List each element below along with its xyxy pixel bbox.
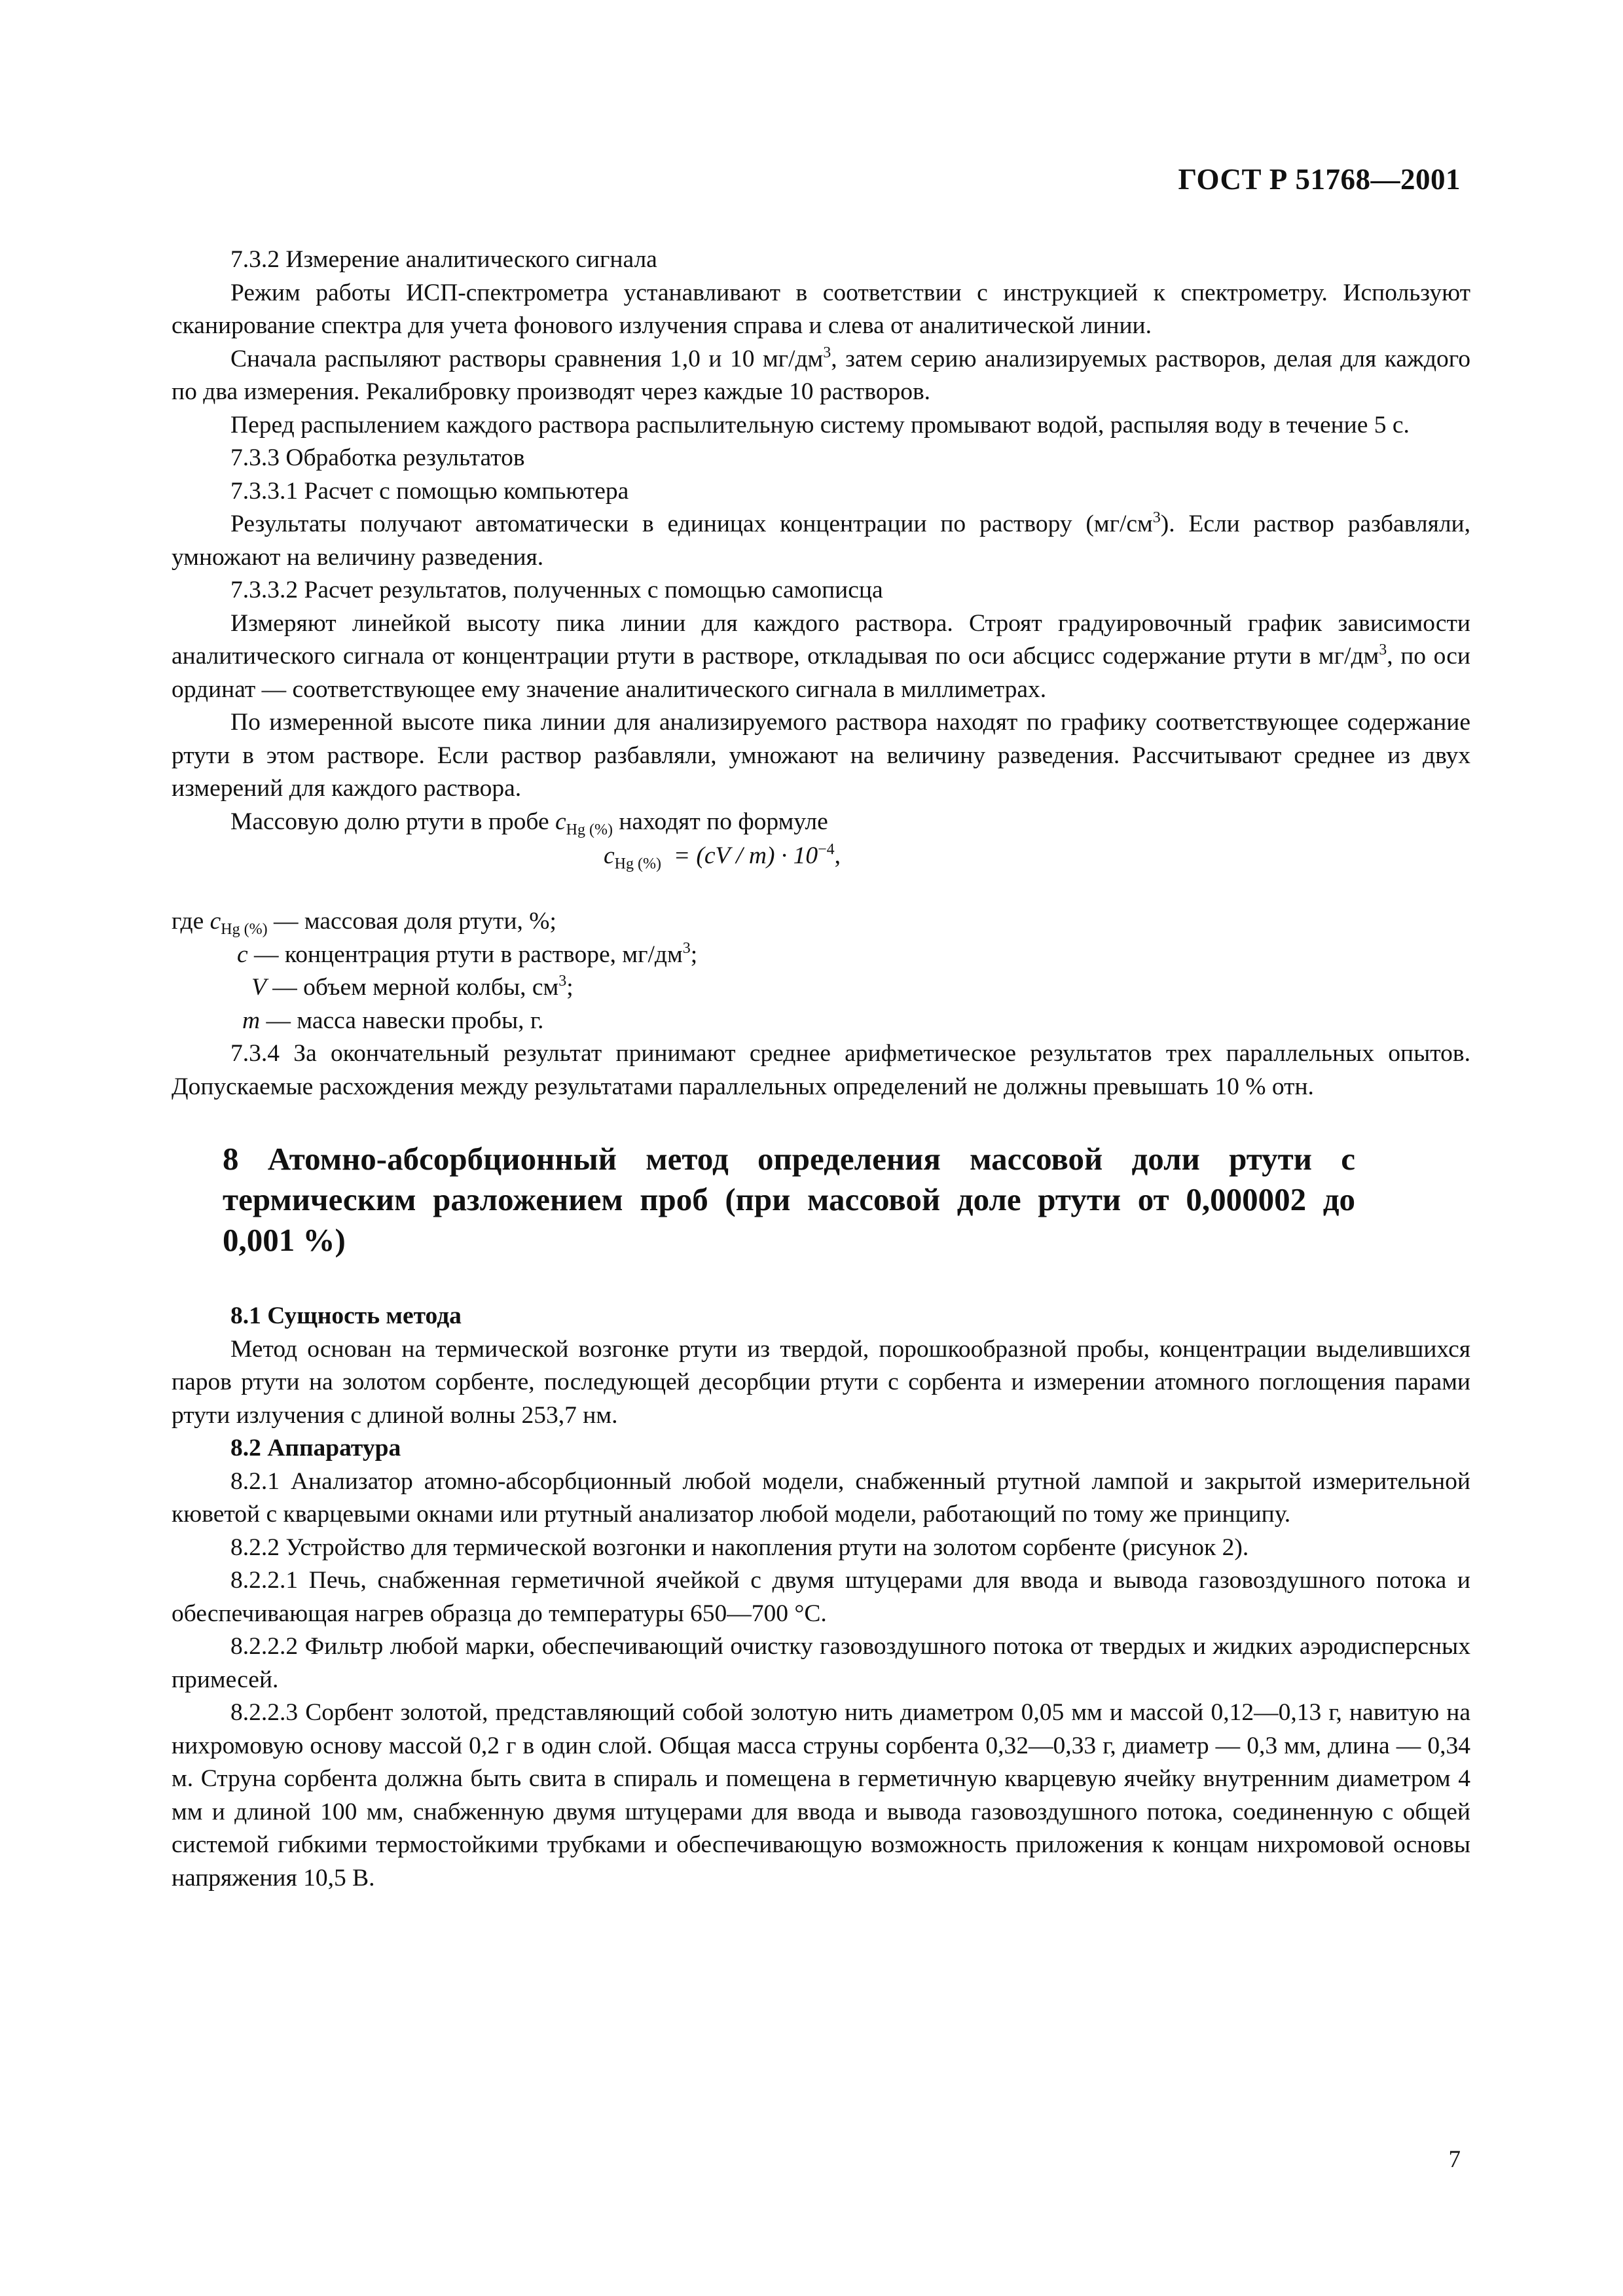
paragraph-auto-results: Результаты получают автоматически в единицах концентрации по раствору $(мг/см^3)$. Если раствор разбавляли, умножают на величину разведения.: [172, 509, 1470, 571]
paragraph-8-1: Метод основан на термической возгонке ртути из твердой, порошкообразной пробы, концентрации выделившихся паров ртути на золотом сорбенте, последующей десорбции ртути с сорбента и измерении атомного поглощения парами ртути излучения с длиной волны 253,7 нм.: [172, 1335, 1470, 1429]
heading-8-2: 8.2 Аппаратура: [230, 1435, 401, 1462]
paragraph-peak-height: По измеренной высоте пика линии для анализируемого раствора находят по графику соответствующее содержание ртути в этом растворе. Если раствор разбавляли, умножают на величину разведения. Рассчитывают среднее из двух измерений для каждого раствора.: [172, 709, 1470, 802]
paragraph-8-2-2-2: 8.2.2.2 Фильтр любой марки, обеспечивающий очистку газовоздушного потока от твердых и жидких аэродисперсных примесей.: [172, 1633, 1470, 1693]
paragraph-7-3-2-heading: 7.3.2 Измерение аналитического сигнала: [230, 246, 657, 273]
paragraph-7-3-3-heading: 7.3.3 Обработка результатов: [230, 444, 525, 471]
formula-legend: [172, 905, 1470, 1037]
document-header: ГОСТ Р 51768—2001: [1178, 163, 1461, 196]
legend-m: m — масса навески пробы, г.: [242, 1007, 544, 1034]
legend-v: V — объем мерной колбы, $см^3$;: [251, 973, 574, 1001]
formula-mass-fraction: $c_{Hg (\%)} = (cV / m) \cdot 10^{-4}$,: [604, 841, 841, 872]
document-body: [172, 243, 1470, 1895]
paragraph-spray-calibration: Сначала распыляют растворы сравнения 1,0 и 10 $мг/дм^3$, затем серию анализируемых растворов, делая для каждого по два измерения. Рекалибровку производят через каждые 10 растворов.: [172, 344, 1470, 405]
heading-8-1: 8.1 Сущность метода: [230, 1302, 462, 1329]
legend-c: c — концентрация ртути в растворе, $мг/дм^3$;: [237, 939, 698, 968]
paragraph-8-2-2-3: 8.2.2.3 Сорбент золотой, представляющий собой золотую нить диаметром 0,05 мм и массой 0,12—0,13 г, навитую на нихромовую основу массой 0,2 г в один слой. Общая масса струны сорбента 0,32—0,33 г, диаметр — 0,3 мм, длина — 0,34 м. Струна сорбента должна быть свита в спираль и помещена в герметичную кварцевую ячейку внутренним диаметром 4 мм и длиной 100 мм, снабженную двумя штуцерами для ввода и вывода газовоздушного потока, соединенную с общей системой гибкими термостойкими трубками и обеспечивающую возможность приложения к концам нихромовой основы напряжения 10,5 В.: [172, 1699, 1470, 1892]
paragraph-icp-mode: Режим работы ИСП-спектрометра устанавливают в соответствии с инструкцией к спектрометру. Используют сканирование спектра для учета фонового излучения справа и слева от аналитической линии.: [172, 279, 1470, 339]
paragraph-calibration-graph: Измеряют линейкой высоту пика линии для каждого раствора. Строят градуировочный график зависимости аналитического сигнала от концентрации ртути в растворе, откладывая по оси абсцисс содержание ртути в $мг/дм^3$, по оси ординат — соответствующее ему значение аналитического сигнала в миллиметрах.: [172, 609, 1471, 703]
paragraph-mass-fraction-intro: Массовую долю ртути в пробе $c_{Hg (\%)}$ находят по формуле: [230, 808, 828, 838]
section-8-title: 8 Атомно-абсорбционный метод определения массовой доли ртути с термическим разложением проб (при массовой доле ртути от 0,000002 до 0,001 %): [223, 1141, 1355, 1258]
legend-c-hg: где $c_{Hg (\%)}$ — массовая доля ртути, %;: [172, 908, 556, 938]
paragraph-8-2-2-1: 8.2.2.1 Печь, снабженная герметичной ячейкой с двумя штуцерами для ввода и вывода газовоздушного потока и обеспечивающая нагрев образца до температуры 650—700 °С.: [172, 1567, 1470, 1627]
paragraph-8-2-2: 8.2.2 Устройство для термической возгонки и накопления ртути на золотом сорбенте (рисунок 2).: [230, 1534, 1249, 1561]
paragraph-8-2-1: 8.2.1 Анализатор атомно-абсорбционный любой модели, снабженный ртутной лампой и закрытой измерительной кюветой с кварцевыми окнами или ртутный анализатор любой модели, работающий по тому же принципу.: [172, 1467, 1470, 1528]
paragraph-7-3-3-2-heading: 7.3.3.2 Расчет результатов, полученных с помощью самописца: [230, 577, 883, 603]
paragraph-rinse: Перед распылением каждого раствора распылительную систему промывают водой, распыляя воду в течение 5 с.: [230, 411, 1410, 439]
formula-rhs: = (cV / m) · 10: [673, 842, 818, 869]
page-number: 7: [1448, 2146, 1461, 2173]
paragraph-7-3-3-1-heading: 7.3.3.1 Расчет с помощью компьютера: [230, 477, 629, 505]
paragraph-7-3-4: 7.3.4 За окончательный результат принимают среднее арифметическое результатов трех параллельных опытов. Допускаемые расхождения между результатами параллельных определений не должны превышать 10 % отн.: [172, 1040, 1470, 1100]
